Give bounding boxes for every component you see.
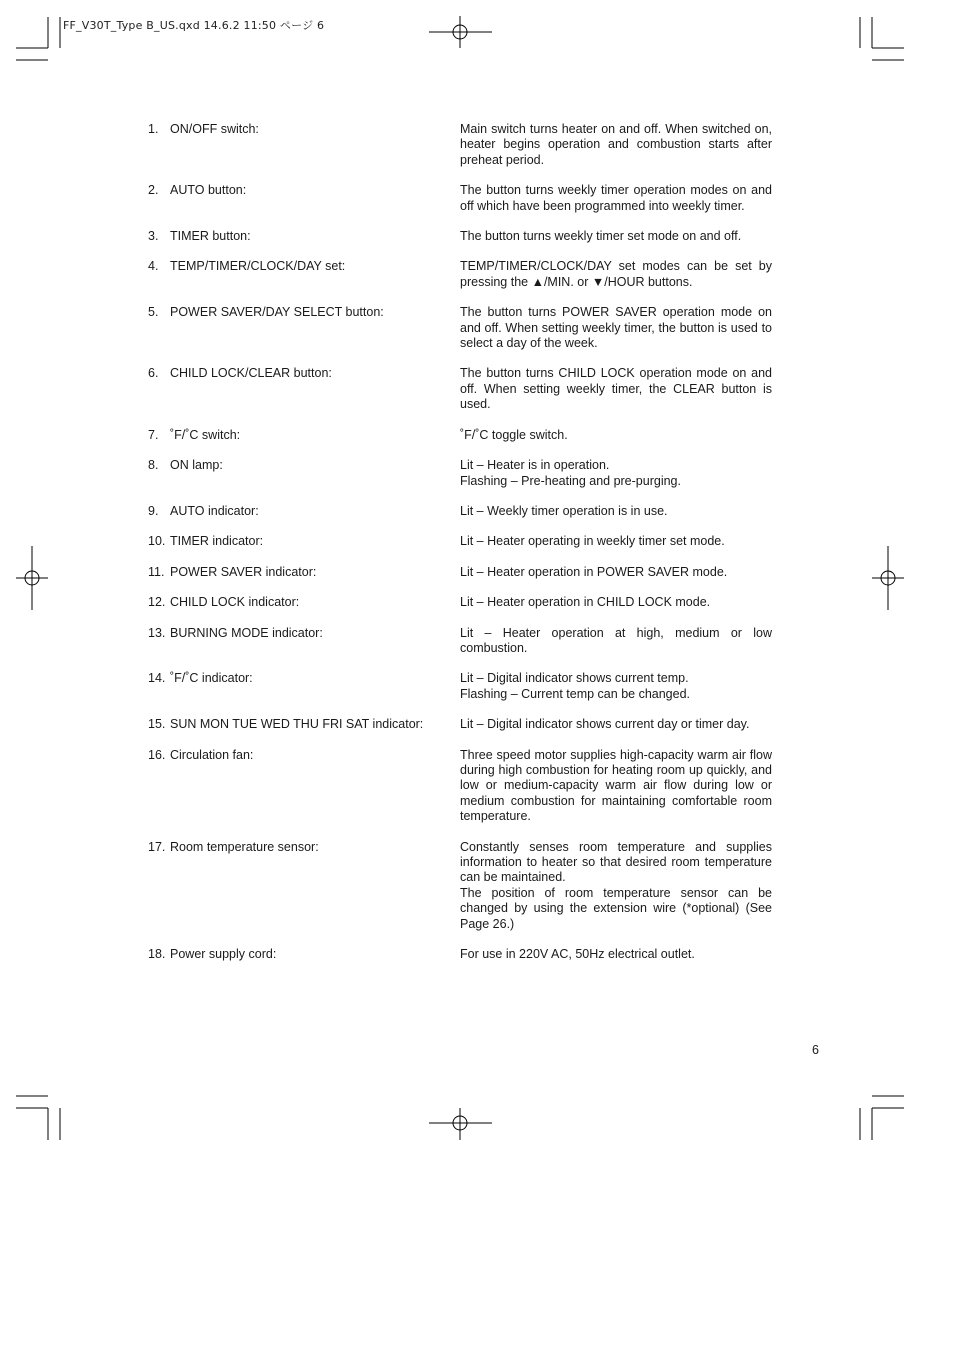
list-item	[148, 626, 778, 657]
description-line: For use in 220V AC, 50Hz electrical outlet.	[460, 947, 695, 962]
description-line: Lit – Heater operation at high, medium or low combustion.	[460, 625, 772, 655]
description-line: The button turns weekly timer set mode on and off.	[460, 229, 742, 244]
item-label: AUTO button:	[170, 183, 247, 198]
item-description	[460, 122, 772, 168]
list-item	[148, 565, 778, 580]
item-label: SUN MON TUE WED THU FRI SAT indicator:	[170, 717, 424, 732]
item-label: POWER SAVER indicator:	[170, 564, 317, 579]
list-item	[148, 229, 778, 244]
list-item	[148, 183, 778, 214]
item-description	[460, 366, 772, 412]
item-number: 8.	[148, 458, 159, 473]
component-list	[148, 122, 778, 977]
description-line: Flashing – Current temp can be changed.	[460, 686, 690, 701]
item-description	[460, 534, 772, 549]
item-description	[460, 947, 772, 962]
description-line: Lit – Heater is in operation.	[460, 458, 610, 473]
item-label: Room temperature sensor:	[170, 839, 319, 854]
list-item	[148, 458, 778, 489]
list-item	[148, 947, 778, 962]
description-line: Lit – Heater operating in weekly timer set mode.	[460, 534, 725, 549]
list-item	[148, 305, 778, 351]
item-label: CHILD LOCK indicator:	[170, 595, 300, 610]
item-number: 2.	[148, 183, 159, 198]
item-label: BURNING MODE indicator:	[170, 625, 323, 640]
description-line: Lit – Weekly timer operation is in use.	[460, 503, 668, 518]
item-label: ˚F/˚C switch:	[170, 427, 241, 442]
item-number: 7.	[148, 427, 159, 442]
item-description	[460, 458, 772, 489]
item-number: 12.	[148, 595, 166, 610]
page-number: 6	[812, 1043, 819, 1057]
description-line: The button turns weekly timer operation modes on and off which have been programmed into weekly timer.	[460, 183, 772, 213]
item-number: 10.	[148, 534, 166, 549]
item-number: 5.	[148, 305, 159, 320]
item-label: ON/OFF switch:	[170, 122, 259, 136]
item-number: 18.	[148, 947, 166, 962]
description-line: Lit – Digital indicator shows current temp.	[460, 671, 689, 686]
item-description	[460, 259, 772, 290]
list-item	[148, 534, 778, 549]
item-label: TEMP/TIMER/CLOCK/DAY set:	[170, 259, 346, 274]
item-description	[460, 183, 772, 214]
list-item	[148, 595, 778, 610]
item-label: Power supply cord:	[170, 947, 277, 962]
item-description	[460, 840, 772, 932]
item-description	[460, 748, 772, 825]
item-label: CHILD LOCK/CLEAR button:	[170, 366, 332, 381]
list-item	[148, 748, 778, 825]
item-description	[460, 626, 772, 657]
list-item	[148, 366, 778, 412]
item-number: 16.	[148, 747, 166, 762]
item-label: ON lamp:	[170, 458, 223, 473]
item-number: 9.	[148, 503, 159, 518]
item-description	[460, 305, 772, 351]
item-label: TIMER button:	[170, 229, 251, 244]
item-description	[460, 717, 772, 732]
item-label: AUTO indicator:	[170, 503, 259, 518]
description-line: The position of room temperature sensor can be changed by using the extension wire (*optional) (See Page 26.)	[460, 885, 772, 931]
item-number: 17.	[148, 839, 166, 854]
list-item	[148, 840, 778, 932]
item-description	[460, 504, 772, 519]
item-description	[460, 671, 772, 702]
description-line: The button turns POWER SAVER operation mode on and off. When setting weekly timer, the button is used to select a day of the week.	[460, 305, 772, 351]
description-line: ˚F/˚C toggle switch.	[460, 427, 568, 442]
list-item	[148, 122, 778, 168]
list-item	[148, 504, 778, 519]
list-item	[148, 717, 778, 732]
list-item	[148, 671, 778, 702]
description-line: Constantly senses room temperature and supplies information to heater so that desired room temperature can be maintained.	[460, 839, 772, 885]
item-description	[460, 565, 772, 580]
item-label: TIMER indicator:	[170, 534, 264, 549]
item-number: 15.	[148, 717, 166, 732]
description-line: Main switch turns heater on and off. When switched on, heater begins operation and combustion starts after preheat period.	[460, 122, 772, 167]
item-number: 13.	[148, 625, 166, 640]
list-item	[148, 428, 778, 443]
item-number: 4.	[148, 259, 159, 274]
item-description	[460, 595, 772, 610]
description-line: Flashing – Pre-heating and pre-purging.	[460, 473, 681, 488]
item-number: 11.	[148, 564, 165, 579]
item-label: POWER SAVER/DAY SELECT button:	[170, 305, 384, 320]
list-item	[148, 259, 778, 290]
item-number: 14.	[148, 671, 166, 686]
description-line: The button turns CHILD LOCK operation mode on and off. When setting weekly timer, the CLEAR button is used.	[460, 366, 772, 412]
item-number: 3.	[148, 229, 159, 244]
item-description	[460, 428, 772, 443]
item-label: ˚F/˚C indicator:	[170, 671, 253, 686]
item-description	[460, 229, 772, 244]
item-label: Circulation fan:	[170, 747, 254, 762]
description-line: Lit – Heater operation in POWER SAVER mode.	[460, 564, 728, 579]
description-line: Lit – Heater operation in CHILD LOCK mode.	[460, 595, 711, 610]
item-number: 1.	[148, 122, 159, 136]
description-line: TEMP/TIMER/CLOCK/DAY set modes can be set by pressing the ▲/MIN. or ▼/HOUR buttons.	[460, 259, 772, 289]
description-line: Lit – Digital indicator shows current day or timer day.	[460, 717, 750, 732]
item-number: 6.	[148, 366, 159, 381]
description-line: Three speed motor supplies high-capacity warm air flow during high combustion for heating room up quickly, and low or medium-capacity warm air flow during low or medium combustion for maintaining comfortable room temperature.	[460, 747, 772, 824]
file-slug: FF_V30T_Type B_US.qxd 14.6.2 11:50 ページ 6	[63, 19, 325, 32]
